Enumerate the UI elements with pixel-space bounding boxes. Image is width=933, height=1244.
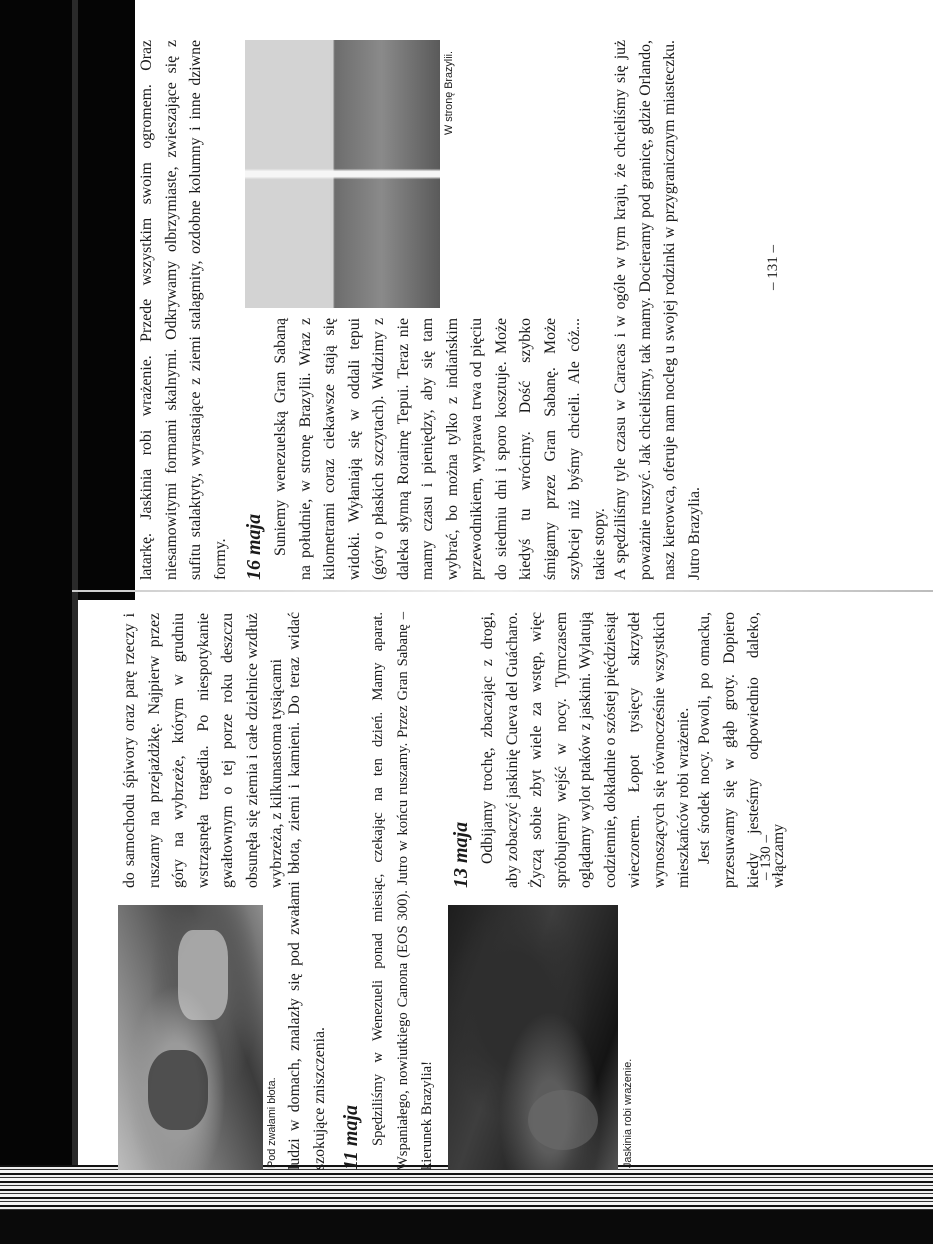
page-number-131: – 131 – (765, 245, 781, 290)
paragraph-13-maja: Odbijamy trochę, zbaczając z drogi, aby zobaczyć jaskinię Cueva del Guácharo. Życzą sobie zbyt wiele za wstęp, więc spróbujemy wejść w nocy. Tymczasem oglądamy wylot ptaków z jaskini. Wylatują codziennie, dokładnie o szóstej pięćdziesiąt wieczorem. Łopot tysięcy skrzydeł wynoszących się równocześnie wszystkich mieszkańców robi wrażenie. (479, 612, 692, 888)
caption-cave: Jaskinia robi wrażenie. (622, 1058, 634, 1168)
paragraph-13-maja-night: Jest środek nocy. Powoli, po omacku, przesuwamy się w głąb groty. Dopiero kiedy jesteśmy odpowiednio daleko, włączamy (696, 612, 787, 888)
paragraph-cave-continued: latarkę. Jaskinia robi wrażenie. Przede wszystkim swoim ogromem. Oraz niesamowitymi formami skalnymi. Odkrywamy olbrzymiaste, zwieszające się z sufitu stalaktyty, wyrastające z ziemi stalagmity, ozdobne kolumny i inne dziwne formy. (138, 40, 229, 580)
photo-mudslide (118, 905, 263, 1170)
heading-16-maja: 16 maja (243, 513, 265, 580)
photo-road (245, 40, 440, 308)
paragraph-16-maja-end: A spędziliśmy tyle czasu w Caracas i w ogóle w tym kraju, że chcieliśmy się już poważnie ruszyć. Jak chcieliśmy, tak mamy. Docieramy pod granicę, gdzie Orlando, nasz kierowca, oferuje nam nocleg u swojej rodzinki w przygranicznym miasteczku. Jutro Brazylia. (612, 40, 703, 580)
paragraph-mudslide: do samochodu śpiwory oraz parę rzeczy i ruszamy na przejażdżkę. Najpierw przez góry na wybrzeże, którym w grudniu wstrząsnęła tragedia. Po niespotykanie gwałtownym o tej porze roku deszczu obsunęła się ziemia i całe dzielnice wzdłuż wybrzeża, z kilkunastoma tysiącami (121, 613, 285, 888)
scan-shadow-top (0, 0, 135, 600)
heading-13-maja: 13 maja (450, 821, 472, 888)
page-fold (72, 590, 933, 592)
page-number-130: – 130 – (758, 835, 774, 880)
photo-cave (448, 905, 618, 1170)
page-130 (118, 610, 918, 1170)
heading-11-maja: 11 maja (340, 1104, 362, 1170)
paragraph-11-maja: Spędziliśmy w Wenezueli ponad miesiąc, czekając na ten dzień. Mamy aparat. Wspaniałego, nowiutkiego Canona (EOS 300). Jutro w końcu ruszamy. Przez Gran Sabanę – kierunek Brazylia! (370, 612, 435, 1170)
caption-road: W stronę Brazylii. (443, 51, 455, 135)
paragraph-mudslide-end: ludzi w domach, znalazły się pod zwałami błota, ziemi i kamieni. Do teraz widać szokujące zniszczenia. (286, 612, 328, 1170)
scanner-border (0, 1210, 933, 1244)
page-131 (125, 20, 925, 580)
paragraph-16-maja: Suniemy wenezuelską Gran Sabaną na południe, w stronę Brazylii. Wraz z kilometrami coraz ciekawsze stają się widoki. Wyłaniają się w oddali tepui (góry o płaskich szczytach). Widzimy z daleka słynną Roraimę Tepui. Teraz nie mamy czasu i pieniędzy, aby się tam wybrać, bo można tylko z indiańskim przewodnikiem, wyprawa trwa od pięciu do siedmiu dni i sporo kosztuje. Może kiedyś tu wrócimy. Dość szybko śmigamy przez Gran Sabanę. Może szybciej niż byśmy chcieli. Ale cóż... takie stopy. (272, 318, 608, 580)
caption-mudslide: Pod zwałami błota. (266, 1077, 278, 1168)
book-gutter (72, 0, 78, 1190)
